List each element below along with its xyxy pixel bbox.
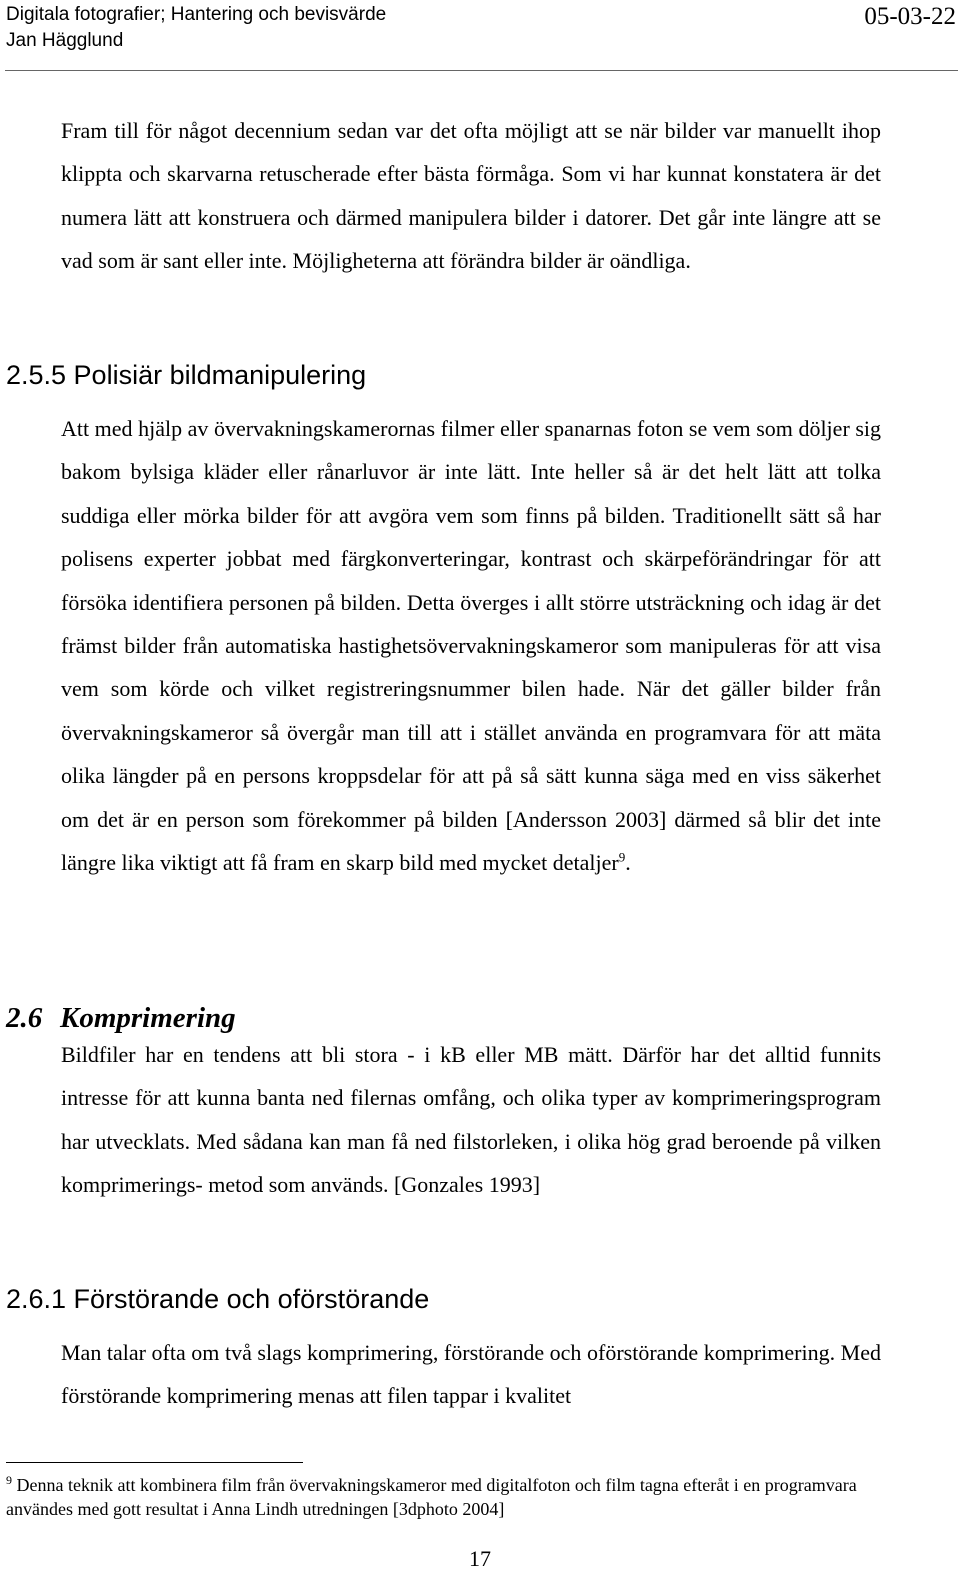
- intro-paragraph: Fram till för något decennium sedan var det ofta möjligt att se när bilder var manuellt ihop klippta och skarvarna retuscherade efter bästa förmåga. Som vi har kunnat konstatera är det numera lätt att konstruera och därmed manipulera bilder i datorer. Det går inte längre att se vad som är sant eller inte. Möjligheterna att förändra bilder är oändliga.: [61, 118, 881, 274]
- heading-2-6-title: Komprimering: [60, 1002, 236, 1034]
- document-title: Digitala fotografier; Hantering och bevisvärde: [6, 4, 387, 25]
- heading-2-5-5: 2.5.5 Polisiär bildmanipulering: [6, 360, 367, 390]
- komprimering-paragraph: Bildfiler har en tendens att bli stora - i kB eller MB mätt. Därför har det alltid funnits intresse för att kunna banta ned filernas omfång, och olika typer av komprimeringsprogram har utvecklats. Med sådana kan man få ned filstorleken, i olika hög grad beroende på vilken komprimerings- metod som används. [Gonzales 1993]: [61, 1042, 881, 1198]
- document-author: Jan Hägglund: [6, 30, 124, 51]
- heading-2-6-1: 2.6.1 Förstörande och oförstörande: [6, 1284, 430, 1314]
- polisiar-paragraph: [61, 407, 881, 884]
- page-number: 17: [469, 1546, 491, 1571]
- heading-2-6: [6, 1000, 236, 1036]
- footnote-ref: 9: [618, 849, 626, 865]
- footnote-text: Denna teknik att kombinera film från övervakningskameror med digitalfoton och film tagna efteråt i en programvara användes med gott resultat i Anna Lindh utredningen [3dphoto 2004]: [6, 1475, 857, 1519]
- forstorande-paragraph: Man talar ofta om två slags komprimering, förstörande och oförstörande komprimering. Med förstörande komprimering menas att filen tappar i kvalitet: [61, 1340, 881, 1409]
- footnote-divider: [6, 1462, 303, 1463]
- header-left: [6, 2, 606, 54]
- polisiar-end: .: [625, 850, 631, 876]
- polisiar-text: Att med hjälp av övervakningskamerornas filmer eller spanarnas foton se vem som döljer sig bakom bylsiga kläder eller rånarluvor är inte lätt. Inte heller så är det helt lätt att tolka suddiga eller mörka bilder för att avgöra vem som finns på bilden. Traditionellt sätt så har polisens experter jobbat med färgkonverteringar, kontrast och skärpeförändringar för att försöka identifiera personen på bilden. Detta överges i allt större utsträckning och idag är det främst bilder från automatiska hastighetsövervakningskameror som manipuleras för att visa vem som körde och vilket registreringsnummer bilen hade. När det gäller bilder från övervakningskameror så övergår man till att i stället använda en programvara för att mäta olika längder på en persons kroppsdelar för att på så sätt kunna säga med en viss säkerhet om det är en person som förekommer på bilden [Andersson 2003] därmed så blir det inte längre lika viktigt att få fram en skarp bild med mycket detaljer: [61, 416, 881, 876]
- header-divider: [5, 70, 958, 71]
- footnote-number: 9: [6, 1473, 12, 1487]
- footnote: [6, 1473, 906, 1521]
- heading-2-6-number: 2.6: [6, 1002, 43, 1034]
- document-date: 05-03-22: [864, 3, 956, 30]
